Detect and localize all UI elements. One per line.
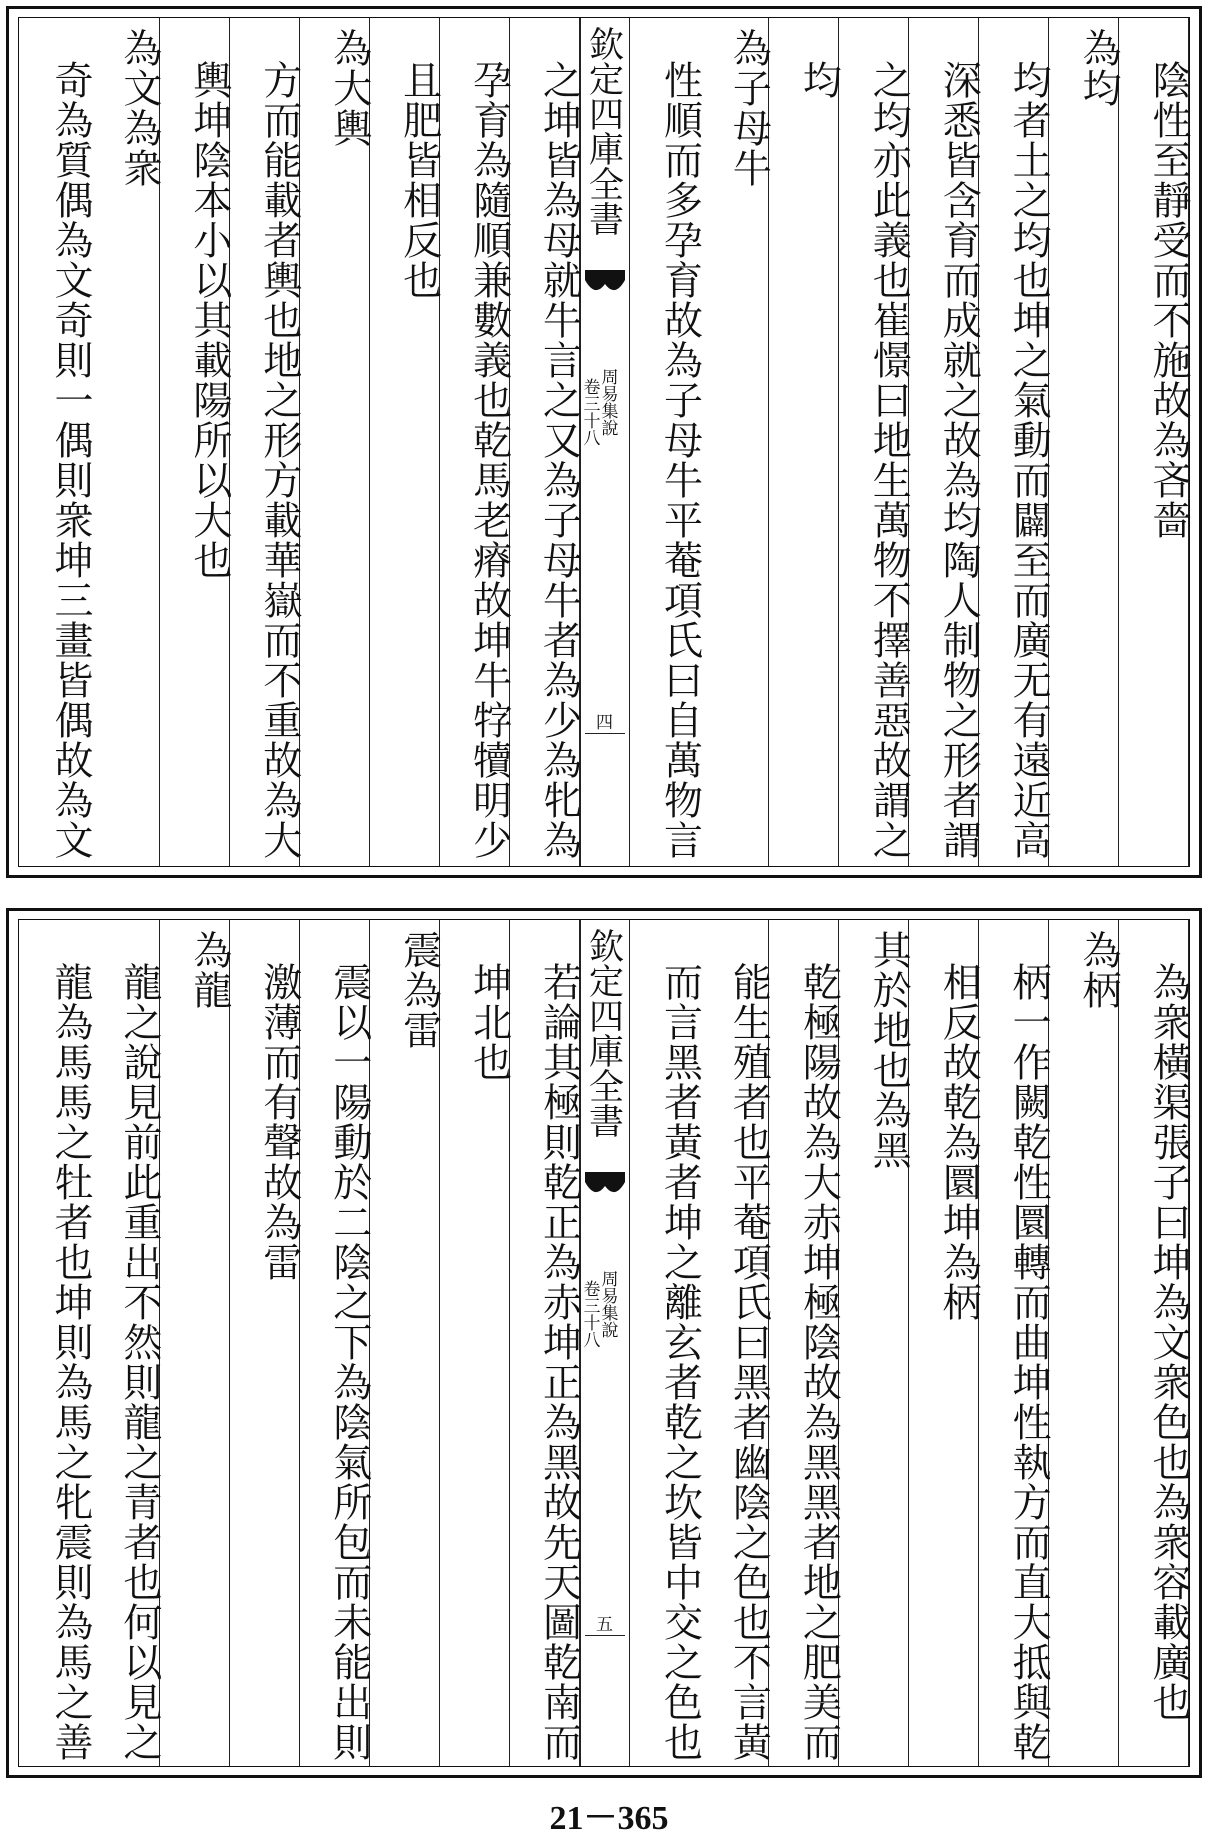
collection-title: 欽定四庫全書 [583,928,624,1138]
volume-label: 卷三十八 [579,1280,600,1348]
heading-text: 為子母牛 [726,28,772,188]
body-text: 而言黑者黃者坤之離玄者乾之坎皆中交之色也 [657,962,703,1762]
text-column [699,18,772,866]
body-text: 龍之說見前此重出不然則龍之青者也何以見之 [116,962,162,1762]
gutter-divider [585,1635,625,1636]
heading-text: 為文為衆 [116,28,162,188]
text-column [769,18,842,866]
center-gutter [580,18,630,866]
body-text: 深悉皆含育而成就之故為均陶人制物之形者謂 [936,60,982,860]
leaf-number: 五 [596,1615,613,1635]
heading-text: 為大輿 [326,28,372,148]
heading-text: 其於地也為黑 [866,930,912,1170]
leaf-number: 四 [596,713,613,733]
text-column [160,18,230,866]
text-column [510,920,580,1766]
text-column [769,920,842,1766]
body-text: 相反故乾為圜坤為柄 [936,962,982,1322]
body-text: 均者土之均也坤之氣動而闢至而廣无有遠近高 [1006,60,1052,860]
text-column [839,18,912,866]
text-column [20,920,93,1766]
text-column [230,920,300,1766]
heading-text: 為龍 [186,930,232,1010]
text-column [839,920,912,1766]
text-column [90,920,160,1766]
fishtail-ornament-icon [584,1172,626,1200]
body-text: 孕育為隨順兼數義也乾馬老瘠故坤牛牸犢明少 [466,60,512,860]
body-text: 激薄而有聲故為雷 [256,962,302,1282]
heading-text: 震為雷 [396,930,442,1050]
text-column [699,920,772,1766]
volume-label: 卷三十八 [579,378,600,446]
body-text: 陰性至靜受而不施故為吝嗇 [1146,60,1191,540]
fishtail-ornament-icon [584,270,626,298]
text-column [630,920,703,1766]
body-text: 柄一作闕乾性圜轉而曲坤性執方而直大抵與乾 [1006,962,1052,1762]
text-column [1049,920,1122,1766]
collection-title: 欽定四庫全書 [583,26,624,236]
body-text: 奇為質偶為文奇則一偶則衆坤三畫皆偶故為文 [47,60,93,860]
text-column [1049,18,1122,866]
body-text: 性順而多孕育故為子母牛平菴項氏曰自萬物言 [657,60,703,860]
text-column [440,920,510,1766]
body-text: 乾極陽故為大赤坤極陰故為黑黑者地之肥美而 [796,962,842,1762]
text-column [1119,18,1189,866]
text-column [909,920,982,1766]
book-title: 周易集說 [597,1270,618,1338]
text-column [370,920,440,1766]
text-column [160,920,230,1766]
body-text: 坤北也 [466,962,512,1082]
body-text: 若論其極則乾正為赤坤正為黑故先天圖乾南而 [536,962,582,1762]
body-text: 震以一陽動於二陰之下為陰氣所包而未能出則 [326,962,372,1762]
text-column [979,920,1052,1766]
gutter-divider [585,733,625,734]
body-text: 能生殖者也平菴項氏曰黑者幽陰之色也不言黃 [726,962,772,1762]
heading-text: 為柄 [1076,930,1122,1010]
book-title: 周易集說 [597,368,618,436]
bottom-page [6,908,1202,1778]
text-column [630,18,703,866]
text-column [230,18,300,866]
page-footer-code: 21－365 [549,1800,669,1837]
center-gutter [580,920,630,1766]
text-column [300,18,370,866]
heading-text: 為均 [1076,28,1122,108]
top-page-frame [18,17,1190,867]
body-text: 之均亦此義也崔憬曰地生萬物不擇善惡故謂之 [866,60,912,860]
text-column [979,18,1052,866]
text-column [20,18,93,866]
top-page [6,6,1202,878]
body-text: 之坤皆為母就牛言之又為子母牛者為少為牝為 [536,60,582,860]
text-column [90,18,160,866]
text-column [510,18,580,866]
body-text: 為衆橫渠張子曰坤為文衆色也為衆容載廣也 [1146,962,1191,1722]
text-column [1119,920,1189,1766]
body-text: 且肥皆相反也 [396,60,442,300]
text-column [440,18,510,866]
bottom-page-frame [18,919,1190,1767]
text-column [300,920,370,1766]
body-text: 方而能載者輿也地之形方載華嶽而不重故為大 [256,60,302,860]
body-text: 龍為馬馬之牡者也坤則為馬之牝震則為馬之善 [47,962,93,1762]
body-text: 均 [796,60,842,100]
body-text: 輿坤陰本小以其載陽所以大也 [186,60,232,580]
text-column [909,18,982,866]
text-column [370,18,440,866]
